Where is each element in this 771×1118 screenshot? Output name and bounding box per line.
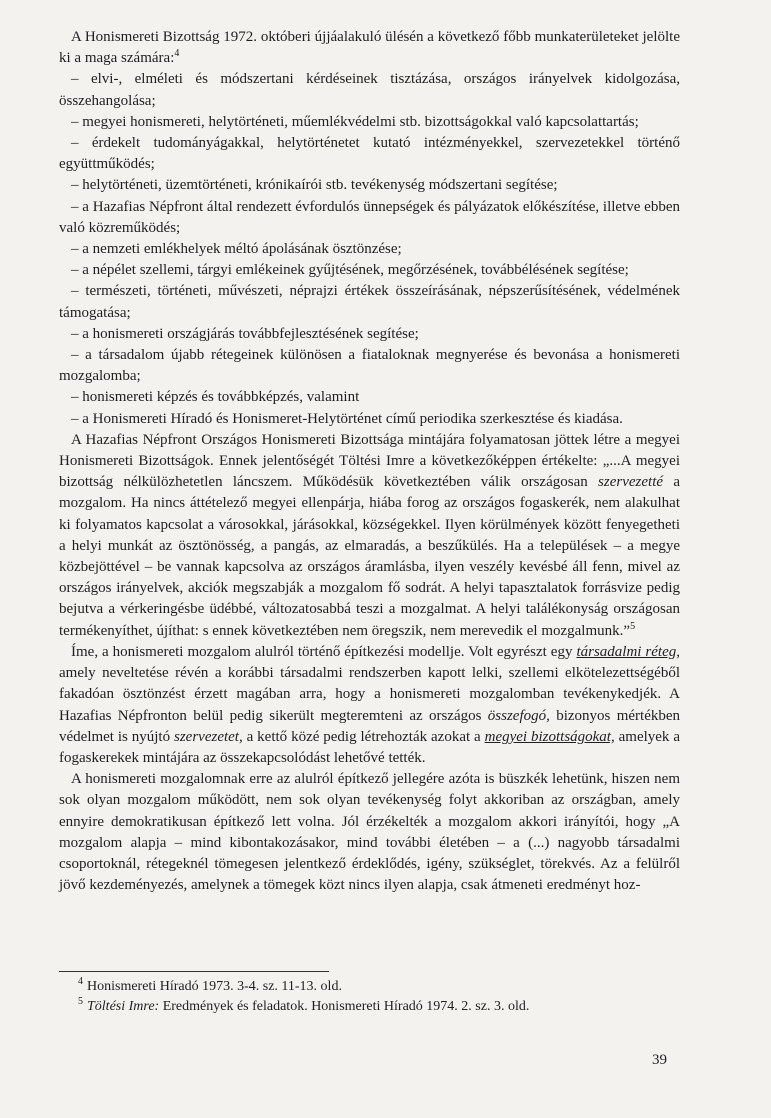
paragraph-text: A Hazafias Népfront Országos Honismereti Bizottsága mintájára folyamatosan jöttek létre a megyei Honismereti Bizottságok. Ennek jelentőségét Töltési Imre a következőképpen értékelte: „...A megyei bizottság nélkülözhetetlen láncszem. Működésük következtében válik országosan — [59, 431, 680, 491]
emphasis: szervezetté — [598, 474, 664, 491]
paragraph-text: amelyek a fogaskerekek mintájára az összekapcsolódást lehetővé tették. — [59, 728, 680, 766]
list-item: – természeti, történeti, művészeti, néprajzi értékek összeírásának, népszerűsítésének, védelmének támogatása; — [59, 283, 680, 321]
paragraph-county-committees — [59, 430, 680, 642]
footnote-divider — [59, 971, 329, 972]
paragraph-text: amely neveltetése révén a korábbi társadalmi rendszerben kapott lelki, szellemi elkötelezettségéből fakadóan ösztönzést érzett magában arra, hogy a honismereti mozgalomban tevékenykedjék. A Hazafias Népfronton belül pedig sikerült megteremteni az országos — [59, 665, 680, 724]
paragraph-text: a kettő közé pedig létrehozták azokat a — [242, 728, 485, 745]
paragraph-text: bizonyos mértékben védelmet is nyújtó — [59, 707, 681, 745]
footnote-number: 4 — [78, 976, 83, 988]
body-text — [59, 27, 680, 896]
paragraph-intro — [59, 27, 680, 69]
list-item: – megyei honismereti, helytörténeti, műemlékvédelmi stb. bizottságokkal való kapcsolattartás; — [71, 113, 639, 130]
footnote — [59, 977, 680, 997]
footnote-number: 5 — [78, 995, 83, 1007]
list-item: – a népélet szellemi, tárgyi emlékeinek gyűjtésének, megőrzésének, továbbélésének segítése; — [71, 262, 629, 279]
paragraph-text: Íme, a honismereti mozgalom alulról történő építkezési modellje. Volt egyrészt egy — [71, 643, 577, 660]
list-item: – a honismereti országjárás továbbfejlesztésének segítése; — [71, 325, 419, 342]
page-number: 39 — [652, 1052, 667, 1068]
footnote-ref-5: 5 — [630, 620, 636, 632]
footnote-ref-4: 4 — [174, 48, 180, 60]
emphasis: összefogó, — [487, 707, 550, 724]
list-item: – érdekelt tudományágakkal, helytörténetet kutató intézményekkel, szervezetekkel történő együttműködés; — [59, 135, 680, 173]
footnote — [59, 997, 680, 1017]
list-item: – a Honismereti Híradó és Honismeret-Helytörténet című periodika szerkesztése és kiadása. — [71, 410, 623, 427]
list-item: – a nemzeti emlékhelyek méltó ápolásának ösztönzése; — [71, 241, 402, 258]
list-item: – honismereti képzés és továbbképzés, valamint — [71, 389, 360, 406]
emphasis: megyei bizottságokat, — [484, 728, 615, 745]
list-item: – a társadalom újabb rétegeinek különösen a fiataloknak megnyerése és bevonása a honismereti mozgalomba; — [59, 347, 680, 385]
emphasis: szervezetet, — [174, 728, 243, 745]
emphasis: társadalmi réteg, — [576, 643, 680, 660]
list-item: – helytörténeti, üzemtörténeti, krónikaírói stb. tevékenység módszertani segítése; — [71, 177, 558, 194]
footnotes — [59, 977, 680, 1016]
paragraph-text: a mozgalom. Ha nincs áttételező megyei ellenpárja, hiába forog az országos fogaskerék, nem alakulhat ki folyamatos kapcsolat a városokkal, járásokkal, községekkel. Ilyen körülmények között fenyegetheti a helyi munkát az ösztönösség, a pangás, az elmaradás, a beszűkülés. Ha a települések – a megye közbejöttével – be vannak kapcsolva az országos áramlásba, ilyen veszély kevésbé áll fenn, mivel az országos irányelvek, akciók megszabják a mozgalom fő sodrát. A helyi tapasztalatok forrásvize pedig bejutva a vérkeringésbe üdébbé, változatosabbá teszi a mozgalmat. A helyi találékonyság országosan termékenyíthet, újíthat: s ennek következtében nem öregszik, nem merevedik el mozgalmunk.” — [59, 474, 680, 639]
footnote-author: Töltési Imre: — [87, 998, 160, 1014]
paragraph-grassroots: A honismereti mozgalomnak erre az alulról építkező jellegére azóta is büszkék lehetünk, hiszen nem sok olyan mozgalom működött, nem sok olyan tevékenység folyt akkoriban az országban, amely ennyire demokratikusan építkező lett volna. Jól érzékelték a mozgalom akkori irányítói, hogy „A mozgalom alapja – mind kibontakozásakor, mind további életében – a (...) nagyobb társadalmi csoportoknál, rétegeknél tömegesen jelentkező érdeklődés, igény, szükséglet, törekvés. Az a felülről jövő kezdeményezés, amelynek a tömegek közt nincs ilyen alapja, csak átmeneti eredményt hoz- — [59, 771, 680, 894]
footnote-text: Eredmények és feladatok. Honismereti Híradó 1974. 2. sz. 3. old. — [159, 998, 530, 1014]
list-item: – a Hazafias Népfront által rendezett évfordulós ünnepségek és pályázatok előkészítése, illetve ebben való közreműködés; — [59, 198, 680, 236]
paragraph-intro-text: A Honismereti Bizottság 1972. októberi újjáalakuló ülésén a következő főbb munkaterületeket jelölte ki a maga számára: — [59, 29, 680, 67]
list-item: – elvi-, elméleti és módszertani kérdéseinek tisztázása, országos irányelvek kidolgozása, összehangolása; — [59, 71, 680, 109]
footnote-text: Honismereti Híradó 1973. 3-4. sz. 11-13. old. — [87, 979, 342, 994]
paragraph-model — [59, 642, 680, 769]
